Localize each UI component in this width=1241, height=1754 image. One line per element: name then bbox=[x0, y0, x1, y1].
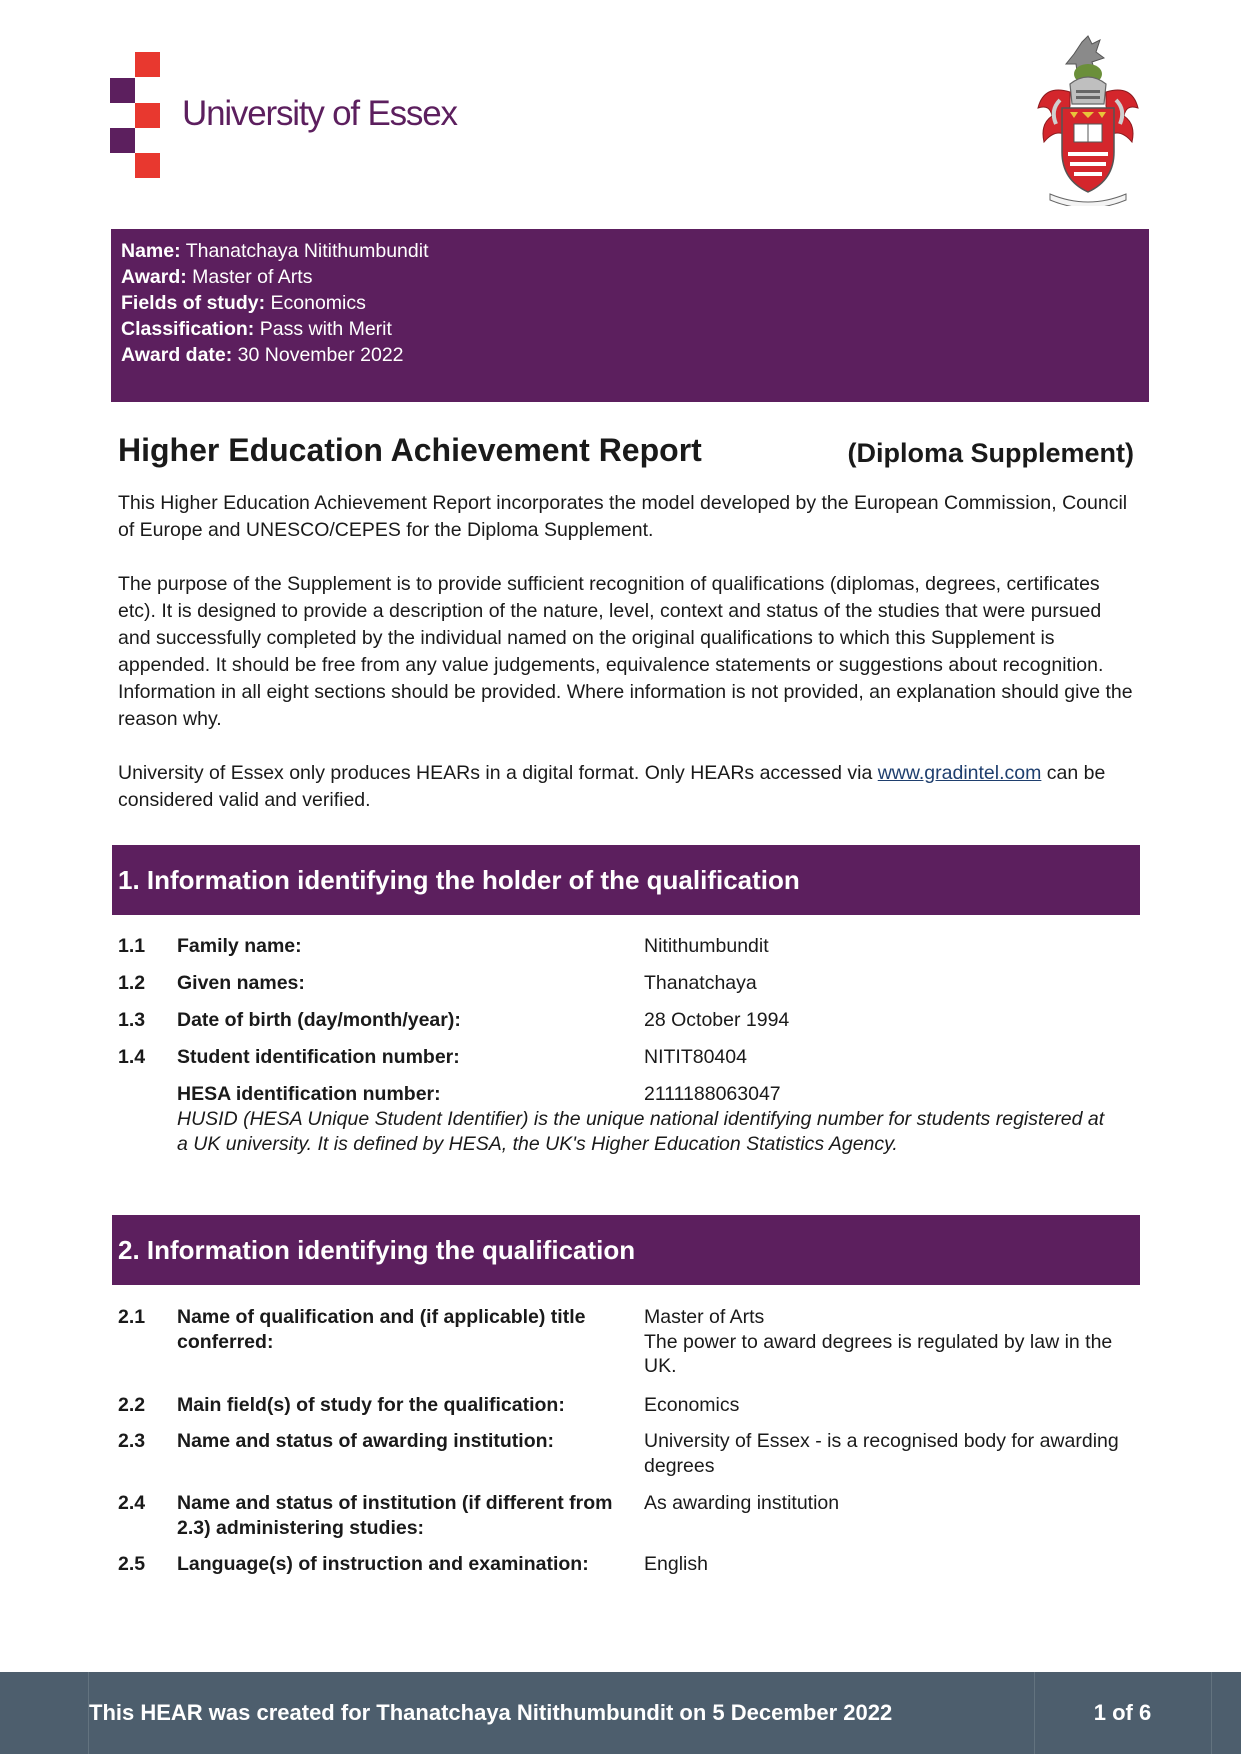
logo-square bbox=[110, 128, 135, 153]
university-logo bbox=[110, 52, 530, 182]
section-2-heading: 2. Information identifying the qualification bbox=[112, 1215, 1140, 1285]
summary-classification: Classification: Pass with Merit bbox=[121, 318, 392, 340]
logo-square bbox=[110, 78, 135, 103]
intro-paragraph-1: This Higher Education Achievement Report incorporates the model developed by the European Commission, Council of Europe and UNESCO/CEPES for the Diploma Supplement. bbox=[118, 492, 1128, 541]
logo-square bbox=[135, 103, 160, 128]
award-summary-box bbox=[111, 229, 1149, 402]
section-1-heading: 1. Information identifying the holder of the qualification bbox=[112, 845, 1140, 915]
intro-paragraph-2: The purpose of the Supplement is to provide sufficient recognition of qualifications (diplomas, degrees, certificates etc). It is designed to provide a description of the nature, level, context and status of the studies that were pursued and successfully completed by the individual named on the original qualifications to which this Supplement is appended. It should be free from any value judgements, equivalence statements or suggestions about recognition. Information in all eight sections should be provided. Where information is not provided, an explanation should give the reason why. bbox=[118, 573, 1133, 730]
intro-paragraph-3: University of Essex only produces HEARs in a digital format. Only HEARs accessed via www.gradintel.com can be considered valid and verified. bbox=[118, 762, 1106, 811]
page-subtitle: (Diploma Supplement) bbox=[847, 438, 1134, 468]
footer-divider bbox=[1211, 1672, 1212, 1754]
page-number: 1 of 6 bbox=[1093, 1700, 1152, 1725]
page-title: Higher Education Achievement Report bbox=[118, 432, 702, 468]
logo-square bbox=[135, 52, 160, 77]
summary-name: Name: Thanatchaya Nitithumbundit bbox=[121, 240, 429, 262]
page-footer bbox=[0, 1672, 1241, 1754]
gradintel-link[interactable]: www.gradintel.com bbox=[877, 762, 1042, 784]
logo-square bbox=[135, 153, 160, 178]
husid-note: HUSID (HESA Unique Student Identifier) is the unique national identifying number for students registered at a UK university. It is defined by HESA, the UK's Higher Education Statistics Agency. bbox=[177, 1108, 1105, 1155]
university-crest-icon bbox=[1030, 34, 1146, 206]
summary-award-date: Award date: 30 November 2022 bbox=[121, 344, 404, 366]
summary-fields: Fields of study: Economics bbox=[121, 292, 366, 314]
footer-created-text: This HEAR was created for Thanatchaya Nitithumbundit on 5 December 2022 bbox=[89, 1700, 893, 1725]
logo-text: University of Essex bbox=[182, 94, 457, 133]
summary-award: Award: Master of Arts bbox=[121, 266, 313, 288]
